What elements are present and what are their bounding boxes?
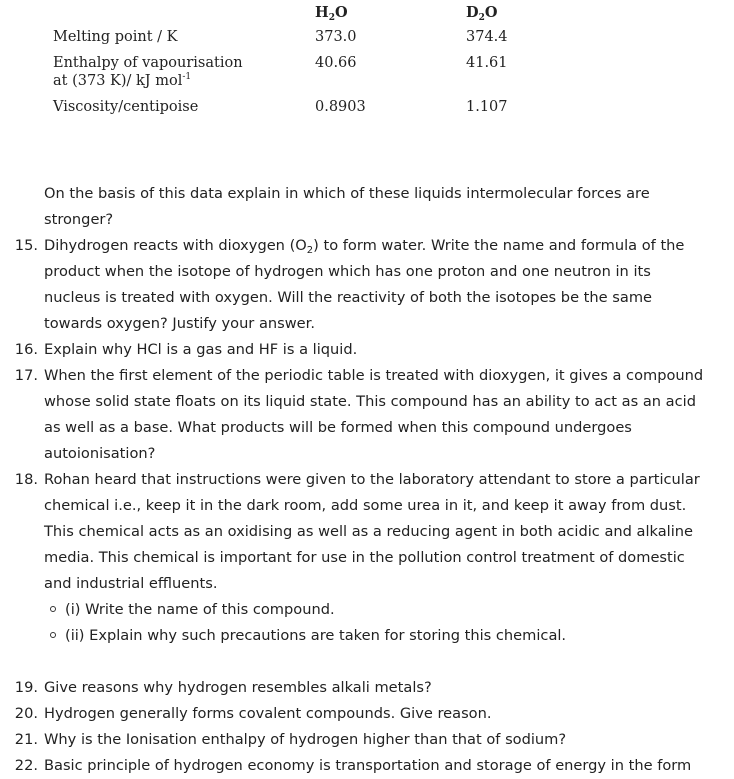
properties-table (0, 0, 734, 130)
q17-line2: whose solid state floats on its liquid state. This compound has an ability to act as an acid (44, 393, 696, 410)
bullet-icon (50, 606, 56, 612)
d2o-tail: O (484, 4, 498, 21)
cell-h2o-melting-point: 373.0 (315, 29, 357, 45)
q22-line1: Basic principle of hydrogen economy is transportation and storage of energy in the form (44, 757, 692, 774)
row-label-melting-point: Melting point / K (53, 29, 178, 45)
cell-d2o-enthalpy: 41.61 (466, 55, 508, 71)
q19-number: 19. (14, 679, 38, 696)
q17-line3: as well as a base. What products will be formed when this compound undergoes (44, 419, 632, 436)
q18-line2: chemical i.e., keep it in the dark room, add some urea in it, and keep it away from dust. (44, 497, 687, 514)
q21-line1: Why is the Ionisation enthalpy of hydrogen higher than that of sodium? (44, 731, 567, 748)
q15-line1-pre: Dihydrogen reacts with dioxygen (O (44, 237, 307, 254)
q15-line1-post: ) to form water. Write the name and formula of the (313, 237, 685, 254)
cell-d2o-melting-point: 374.4 (466, 29, 508, 45)
row-label-enthalpy-line2 (53, 72, 191, 90)
q18-line3: This chemical acts as an oxidising as well as a reducing agent in both acidic and alkaline (44, 523, 694, 540)
q17-line1: When the first element of the periodic table is treated with dioxygen, it gives a compound (44, 367, 704, 384)
h2o-sub: 2 (328, 13, 335, 23)
q20-number: 20. (14, 705, 38, 722)
h2o-base: H (315, 4, 329, 21)
row-label-viscosity: Viscosity/centipoise (53, 99, 199, 115)
q20-line1: Hydrogen generally forms covalent compounds. Give reason. (44, 705, 492, 722)
d2o-base: D (466, 4, 479, 21)
q19-line1: Give reasons why hydrogen resembles alkali metals? (44, 679, 432, 696)
cell-h2o-enthalpy: 40.66 (315, 55, 357, 71)
q17-number: 17. (14, 367, 38, 384)
q15-line2: product when the isotope of hydrogen which has one proton and one neutron in its (44, 263, 651, 280)
q18-line5: and industrial effluents. (44, 575, 218, 592)
q15-line1 (44, 233, 684, 259)
cell-d2o-viscosity: 1.107 (466, 99, 508, 115)
q15-o2-sub: 2 (306, 245, 314, 256)
col-header-d2o (466, 4, 497, 22)
q14-line1: On the basis of this data explain in which of these liquids intermolecular forces are (44, 185, 650, 202)
q15-line3: nucleus is treated with oxygen. Will the reactivity of both the isotopes be the same (44, 289, 653, 306)
q16-line1: Explain why HCl is a gas and HF is a liquid. (44, 341, 358, 358)
q18-sub-ii: (ii) Explain why such precautions are taken for storing this chemical. (65, 627, 567, 644)
enthalpy-unit-sup: -1 (182, 72, 192, 82)
h2o-tail: O (334, 4, 348, 21)
q21-number: 21. (14, 731, 38, 748)
q18-line1: Rohan heard that instructions were given to the laboratory attendant to store a particular (44, 471, 700, 488)
q16-number: 16. (14, 341, 38, 358)
q18-sub-i: (i) Write the name of this compound. (65, 601, 335, 618)
q22-number: 22. (14, 757, 38, 774)
row-label-enthalpy-line1: Enthalpy of vapourisation (53, 55, 243, 71)
q14-line2: stronger? (44, 211, 114, 228)
q18-number: 18. (14, 471, 38, 488)
q15-line4: towards oxygen? Justify your answer. (44, 315, 315, 332)
bullet-icon (50, 632, 56, 638)
q18-line4: media. This chemical is important for use in the pollution control treatment of domestic (44, 549, 685, 566)
q15-number: 15. (14, 237, 38, 254)
cell-h2o-viscosity: 0.8903 (315, 99, 366, 115)
q17-line4: autoionisation? (44, 445, 156, 462)
d2o-sub: 2 (478, 13, 485, 23)
col-header-h2o (315, 4, 348, 22)
enthalpy-unit: at (373 K)/ kJ mol (53, 73, 183, 89)
